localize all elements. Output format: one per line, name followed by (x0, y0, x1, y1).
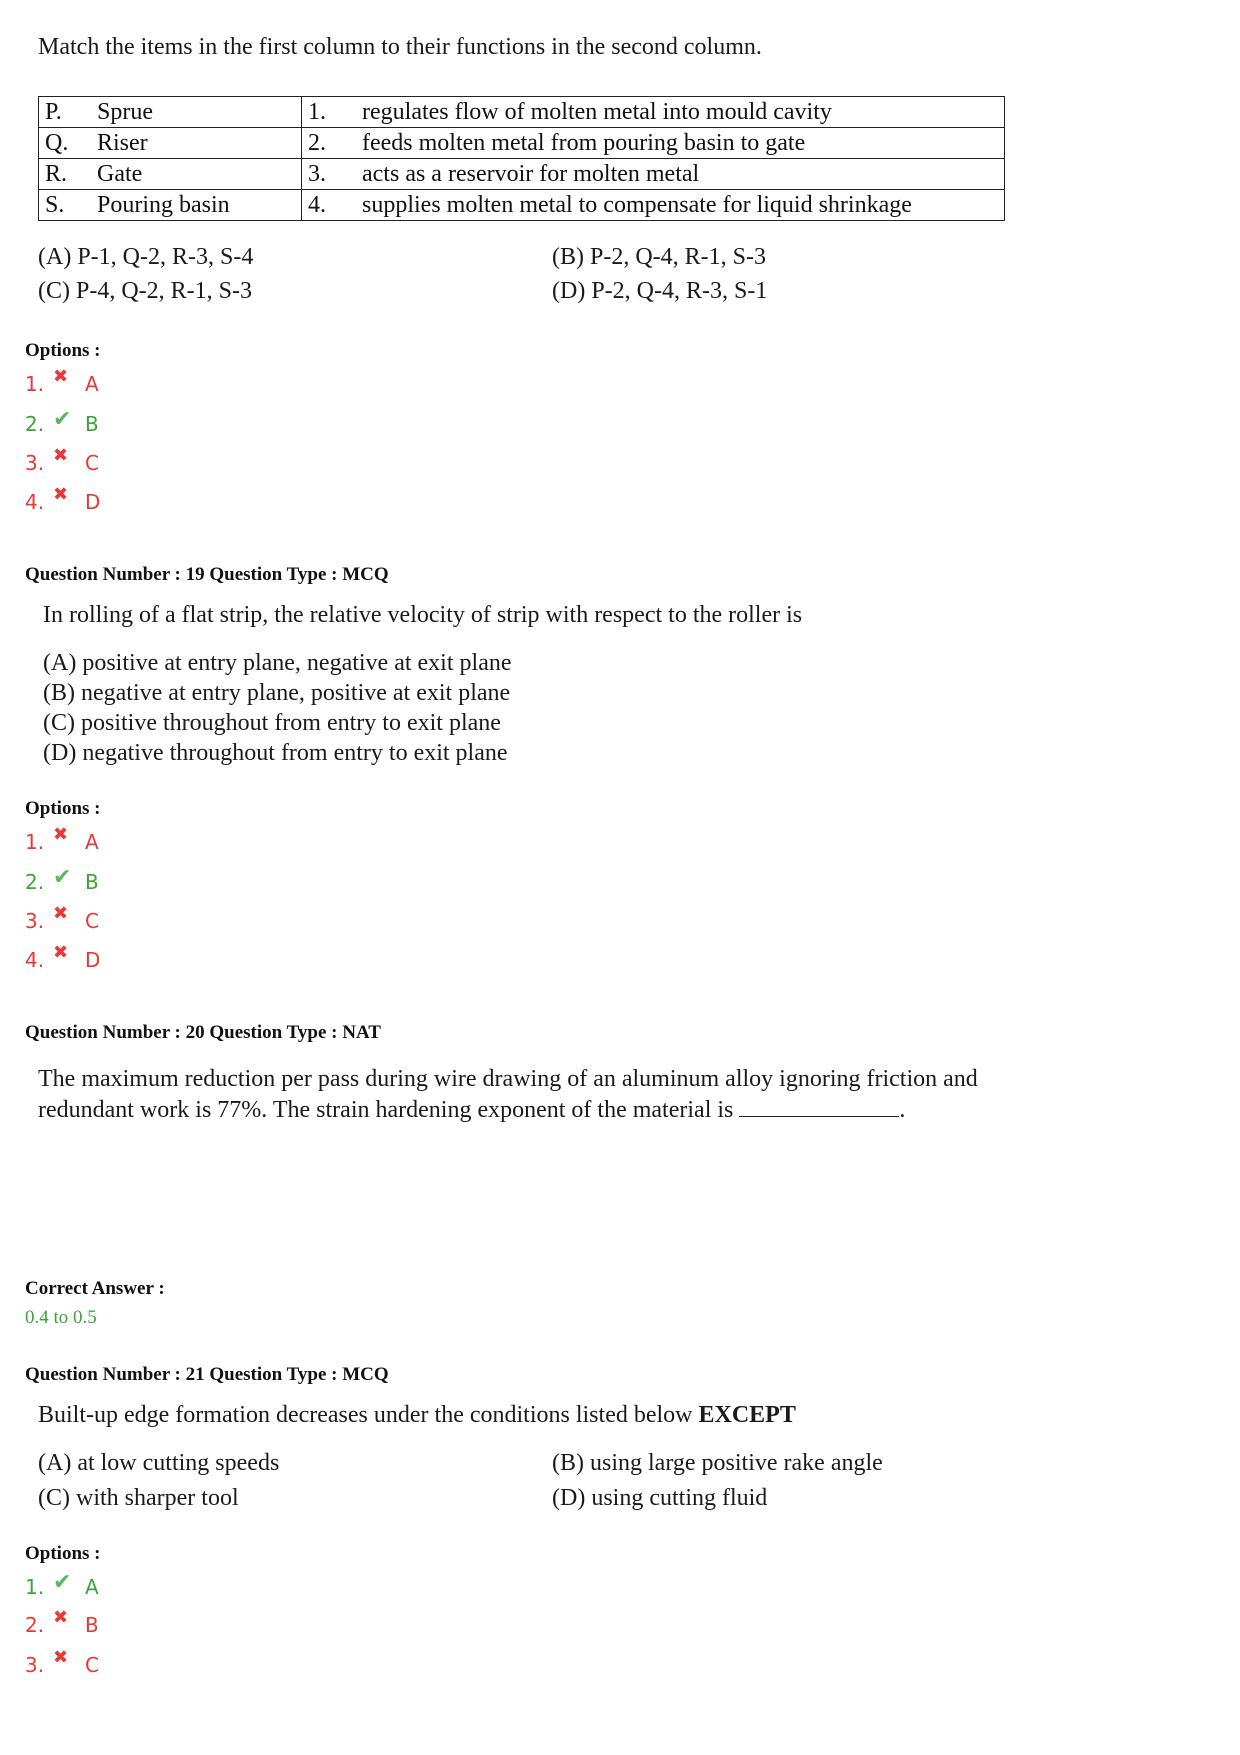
options-label: Options : (25, 798, 101, 819)
choice-b: (B) P-2, Q-4, R-1, S-3 (552, 244, 766, 270)
option-number: 1. (25, 830, 45, 854)
option-letter: B (85, 411, 99, 436)
row-function: supplies molten metal to compensate for liquid shrinkage (362, 191, 912, 218)
row-label: Q. (45, 129, 69, 156)
row-function: acts as a reservoir for molten metal (362, 160, 700, 187)
choice-d: (D) P-2, Q-4, R-3, S-1 (552, 278, 768, 304)
option-number: 4. (25, 948, 45, 972)
table-cell (302, 97, 1005, 128)
option-letter: C (85, 1653, 99, 1677)
option-letter: D (85, 948, 101, 972)
row-label: S. (45, 191, 65, 218)
option-3[interactable] (25, 902, 99, 933)
option-4[interactable] (25, 941, 101, 972)
stem-end: . (899, 1097, 906, 1123)
option-letter: A (85, 830, 99, 854)
option-number: 2. (25, 411, 45, 436)
row-item: Riser (97, 129, 148, 156)
table-cell (39, 128, 302, 159)
row-label: 2. (308, 129, 326, 156)
choice-c: (C) with sharper tool (38, 1485, 239, 1511)
option-number: 3. (25, 909, 45, 933)
cross-icon: ✖ (53, 1646, 69, 1668)
option-4[interactable] (25, 483, 101, 514)
choice-b: (B) negative at entry plane, positive at exit plane (43, 680, 511, 706)
row-label: 4. (308, 191, 326, 218)
check-icon: ✔ (53, 865, 72, 890)
option-3[interactable] (25, 444, 99, 475)
row-item: Sprue (97, 98, 153, 125)
row-function: regulates flow of molten metal into mould cavity (362, 98, 832, 125)
table-cell (302, 190, 1005, 221)
option-number: 3. (25, 1653, 45, 1677)
correct-answer-label: Correct Answer : (25, 1278, 165, 1299)
option-letter: B (85, 1613, 99, 1637)
cross-icon: ✖ (53, 444, 69, 466)
row-label: R. (45, 160, 68, 187)
question-header: Question Number : 19 Question Type : MCQ (25, 564, 389, 585)
option-1[interactable] (25, 823, 99, 854)
option-number: 3. (25, 451, 45, 475)
row-label: 1. (308, 98, 326, 125)
option-number: 1. (25, 1574, 45, 1599)
table-cell (39, 159, 302, 190)
option-1[interactable] (25, 1570, 99, 1599)
option-letter: A (85, 372, 99, 396)
options-label: Options : (25, 1543, 101, 1564)
option-2[interactable] (25, 865, 99, 894)
choice-b: (B) using large positive rake angle (552, 1450, 883, 1476)
table-cell (39, 190, 302, 221)
option-3[interactable] (25, 1646, 99, 1677)
row-item: Pouring basin (97, 191, 230, 218)
choice-d: (D) negative throughout from entry to exit plane (43, 740, 508, 766)
stem-text: Built-up edge formation decreases under the conditions listed below (38, 1402, 699, 1428)
correct-answer-value: 0.4 to 0.5 (25, 1307, 97, 1328)
stem-text: redundant work is 77%. The strain hardening exponent of the material is (38, 1097, 734, 1123)
option-1[interactable] (25, 365, 99, 396)
q18-intro: Match the items in the first column to their functions in the second column. (38, 34, 762, 60)
choice-a: (A) positive at entry plane, negative at exit plane (43, 650, 512, 676)
table-row (39, 159, 1005, 190)
options-label: Options : (25, 340, 101, 361)
row-function: feeds molten metal from pouring basin to gate (362, 129, 806, 156)
cross-icon: ✖ (53, 902, 69, 924)
table-row (39, 97, 1005, 128)
cross-icon: ✖ (53, 823, 69, 845)
table-cell (302, 159, 1005, 190)
choice-c: (C) positive throughout from entry to exit plane (43, 710, 501, 736)
cross-icon: ✖ (53, 1606, 69, 1628)
table-row (39, 128, 1005, 159)
cross-icon: ✖ (53, 941, 69, 963)
stem-emphasis: EXCEPT (698, 1402, 796, 1428)
table-row (39, 190, 1005, 221)
question-header: Question Number : 20 Question Type : NAT (25, 1022, 381, 1043)
match-table (38, 96, 1005, 221)
option-letter: C (85, 451, 99, 475)
check-icon: ✔ (53, 407, 72, 432)
choice-c: (C) P-4, Q-2, R-1, S-3 (38, 278, 252, 304)
option-2[interactable] (25, 1606, 99, 1637)
row-label: P. (45, 98, 62, 125)
choice-d: (D) using cutting fluid (552, 1485, 768, 1511)
option-letter: A (85, 1574, 99, 1599)
question-stem: In rolling of a flat strip, the relative velocity of strip with respect to the roller is (43, 602, 803, 628)
row-item: Gate (97, 160, 143, 187)
check-icon: ✔ (53, 1570, 72, 1595)
choice-a: (A) at low cutting speeds (38, 1450, 280, 1476)
option-number: 4. (25, 490, 45, 514)
option-letter: C (85, 909, 99, 933)
option-number: 2. (25, 869, 45, 894)
question-header: Question Number : 21 Question Type : MCQ (25, 1364, 389, 1385)
cross-icon: ✖ (53, 365, 69, 387)
option-number: 1. (25, 372, 45, 396)
option-letter: B (85, 869, 99, 894)
choice-a: (A) P-1, Q-2, R-3, S-4 (38, 244, 254, 270)
option-number: 2. (25, 1613, 45, 1637)
option-2[interactable] (25, 407, 99, 436)
cross-icon: ✖ (53, 483, 69, 505)
question-stem-line2 (38, 1096, 905, 1124)
question-stem (38, 1402, 796, 1429)
option-letter: D (85, 490, 101, 514)
answer-blank (739, 1096, 899, 1117)
row-label: 3. (308, 160, 326, 187)
question-stem-line1: The maximum reduction per pass during wire drawing of an aluminum alloy ignoring friction and (38, 1066, 978, 1092)
table-cell (302, 128, 1005, 159)
table-cell (39, 97, 302, 128)
